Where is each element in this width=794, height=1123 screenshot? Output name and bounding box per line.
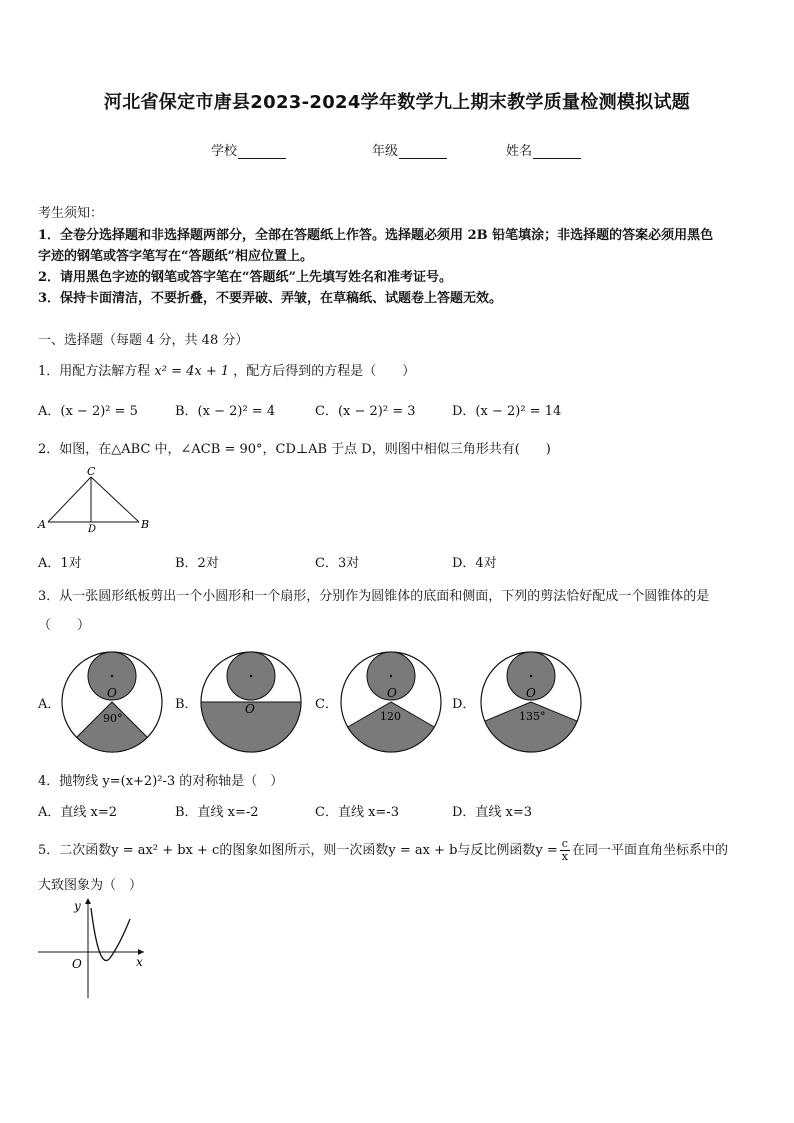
school-field [211, 140, 286, 159]
notice-item-1: 1．全卷分选择题和非选择题两部分，全部在答题纸上作答。选择题必须用 2B 铅笔填涂；非选择题的答案必须用黑色 [38, 228, 714, 243]
q5-equation-2: y = ax + b [388, 843, 458, 858]
name-blank [533, 146, 581, 159]
exam-title: 河北省保定市唐县2023-2024学年数学九上期末教学质量检测模拟试题 [103, 92, 691, 113]
q1-stem-a: 1．用配方法解方程 [38, 364, 151, 379]
notice-item-3: 3．保持卡面清洁，不要折叠，不要弄破、弄皱，在草稿纸、试题卷上答题无效。 [38, 291, 503, 306]
q1-option-a: A．(x − 2)² = 5 [38, 404, 138, 419]
q3-option-b-letter: B． [175, 697, 198, 712]
q1-equation: x² = 4x + 1 [154, 364, 230, 379]
school-blank [238, 146, 286, 159]
q2-option-d: D．4对 [452, 556, 497, 571]
q3-option-a-letter: A． [38, 697, 61, 712]
q3-option-d-letter: D． [452, 697, 476, 712]
q3c-angle-label: 120 [380, 710, 401, 723]
parabola-graph [36, 894, 152, 1004]
q3d-angle-label: 135° [519, 710, 546, 723]
q5-stem-a: 5．二次函数 [38, 843, 112, 858]
q5-equation-1: y = ax² + bx + c [111, 843, 220, 858]
q4-option-d: D．直线 x=3 [452, 805, 533, 820]
section-heading: 一、选择题（每题 4 分，共 48 分） [38, 333, 249, 348]
triangle-figure [36, 464, 156, 532]
q2-option-c: C．3对 [315, 556, 360, 571]
q3a-center-label: O [107, 686, 117, 700]
q5-stem-d: 在同一平面直角坐标系中的 [571, 843, 728, 858]
q3-option-b-figure [199, 650, 303, 754]
q3b-center-label: O [245, 702, 255, 716]
question-5-stem [38, 838, 728, 863]
x-axis-label: x [136, 955, 143, 969]
q4-option-a: A．直线 x=2 [38, 805, 118, 820]
question-3-stem-cont: （ ） [38, 618, 91, 633]
question-2-stem: 2．如图，在△ABC 中，∠ACB = 90°，CD⊥AB 于点 D，则图中相似三角形共有( ) [38, 442, 551, 457]
y-axis-label: y [74, 899, 81, 913]
school-label: 学校 [211, 144, 238, 159]
q1-option-b: B．(x − 2)² = 4 [175, 404, 276, 419]
notice-heading: 考生须知： [38, 206, 104, 221]
q3-option-c-figure [339, 650, 443, 754]
name-label: 姓名 [506, 144, 533, 159]
q4-option-c: C．直线 x=-3 [315, 805, 399, 820]
q2-option-b: B．2对 [175, 556, 219, 571]
question-5-stem-cont: 大致图象为（ ） [38, 878, 143, 893]
q3a-angle-label: 90° [103, 712, 123, 725]
q3-option-d-figure [479, 650, 583, 754]
q5-stem-c: 与反比例函数 [457, 843, 536, 858]
label-b: B [141, 518, 150, 531]
q5-fraction-den: x [561, 850, 568, 863]
q5-equation-3-lhs: y = [535, 843, 558, 858]
q1-stem-b: ，配方后得到的方程是（ ） [233, 364, 416, 379]
q3c-center-label: O [387, 686, 397, 700]
q5-fraction-num: c [561, 837, 568, 850]
q3-option-a-figure [60, 650, 164, 754]
question-4-stem: 4．抛物线 y=(x+2)²-3 的对称轴是（ ） [38, 774, 284, 789]
q1-option-c: C．(x − 2)² = 3 [315, 404, 416, 419]
label-d: D [88, 524, 97, 532]
notice-item-1-cont: 字迹的钢笔或答字笔写在“答题纸”相应位置上。 [38, 249, 313, 264]
label-a: A [38, 518, 46, 531]
q1-option-d: D．(x − 2)² = 14 [452, 404, 562, 419]
question-1-stem [38, 360, 415, 379]
grade-field [372, 140, 447, 159]
grade-label: 年级 [372, 144, 399, 159]
q5-stem-b: 的图象如图所示，则一次函数 [219, 843, 389, 858]
q3d-center-label: O [526, 686, 536, 700]
q5-fraction [560, 838, 570, 863]
name-field [506, 140, 581, 159]
grade-blank [399, 146, 447, 159]
label-c: C [87, 465, 96, 478]
q3-option-c-letter: C． [315, 697, 338, 712]
origin-label: O [72, 957, 82, 971]
q4-option-b: B．直线 x=-2 [175, 805, 259, 820]
notice-item-2: 2．请用黑色字迹的钢笔或答字笔在“答题纸”上先填写姓名和准考证号。 [38, 270, 453, 285]
question-3-stem: 3．从一张圆形纸板剪出一个小圆形和一个扇形，分别作为圆锥体的底面和侧面，下列的剪法恰好配成一个圆锥体的是 [38, 589, 710, 604]
q2-option-a: A．1对 [38, 556, 82, 571]
